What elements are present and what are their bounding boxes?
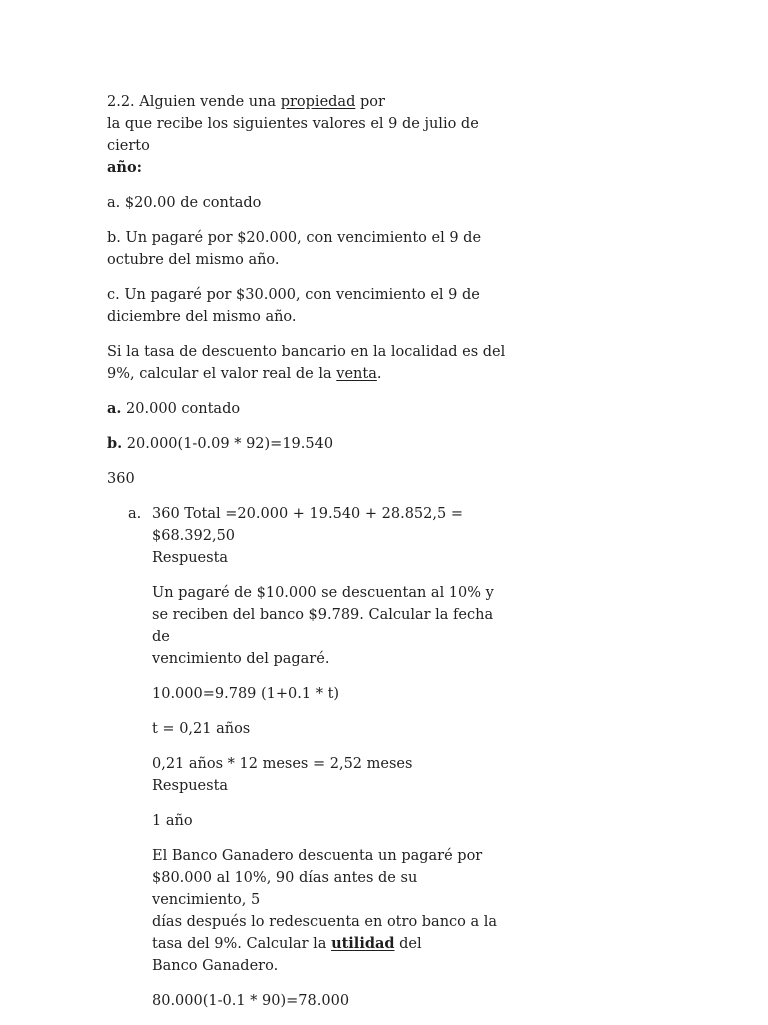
item-a-text: a. $20.00 de contado [107,195,262,211]
solution-b [107,433,507,455]
banco-line2: $80.000 al 10%, 90 días antes de su vencimiento, 5 [152,870,418,908]
intro-line2: la que recibe los siguientes valores el 9 de julio de cierto [107,116,479,154]
intro-line1-suffix: por [355,94,385,110]
equation-4 [152,990,507,1012]
document-body [107,91,507,1025]
one-year [152,810,507,832]
equation-2 [152,718,507,740]
pagare-line3: vencimiento del pagaré. [152,651,330,667]
item-b-line2: octubre del mismo año. [107,252,280,268]
equation-3 [152,753,507,797]
venta-link[interactable]: venta [336,366,377,382]
pagare-line1: Un pagaré de $10.000 se descuentan al 10% y [152,585,494,601]
total-line: 360 Total =20.000 + 19.540 + 28.852,5 = $68.392,50 [152,506,463,544]
intro-line1-prefix: 2.2. Alguien vende una [107,94,281,110]
banco-problem [152,845,507,977]
banco-line4-suffix: del [394,936,422,952]
item-b-line1: b. Un pagaré por $20.000, con vencimiento el 9 de [107,230,482,246]
item-a [107,192,507,214]
solution-b-text: 20.000(1-0.09 * 92)=19.540 [122,436,334,452]
respuesta-label: Respuesta [152,550,229,566]
solution-a-text: 20.000 contado [121,401,241,417]
banco-line3: días después lo redescuenta en otro banco a la [152,914,498,930]
one-year-text: 1 año [152,813,193,829]
solution-divisor [107,468,507,490]
question-line2-prefix: 9%, calcular el valor real de la [107,366,337,382]
item-b [107,227,507,271]
equation-3-text: 0,21 años * 12 meses = 2,52 meses [152,756,413,772]
ordered-list [107,503,507,1012]
intro-line3: año: [107,159,142,176]
item-c-line2: diciembre del mismo año. [107,309,297,325]
pagare-line2: se reciben del banco $9.789. Calcular la fecha de [152,607,494,645]
item-c [107,284,507,328]
question-line1: Si la tasa de descuento bancario en la localidad es del [107,344,506,360]
equation-1-text: 10.000=9.789 (1+0.1 * t) [152,686,340,702]
list-marker: a. [128,506,142,522]
divisor-text: 360 [107,471,135,487]
equation-2-text: t = 0,21 años [152,721,251,737]
pagare-problem [152,582,507,670]
solution-a [107,398,507,420]
list-item [107,503,507,1012]
equation-1 [152,683,507,705]
solution-b-label: b. [107,435,123,452]
total-paragraph [152,503,507,569]
question-paragraph [107,341,507,385]
banco-line4-prefix: tasa del 9%. Calcular la [152,936,332,952]
banco-line5: Banco Ganadero. [152,958,279,974]
intro-paragraph [107,91,507,179]
banco-line1: El Banco Ganadero descuenta un pagaré por [152,848,483,864]
equation-4-text: 80.000(1-0.1 * 90)=78.000 [152,993,350,1009]
item-c-line1: c. Un pagaré por $30.000, con vencimiento el 9 de [107,287,480,303]
propiedad-link[interactable]: propiedad [280,94,356,110]
respuesta-label-2: Respuesta [152,778,229,794]
utilidad-link[interactable]: utilidad [331,935,395,952]
question-line2-suffix: . [376,366,382,382]
solution-a-label: a. [107,400,122,417]
